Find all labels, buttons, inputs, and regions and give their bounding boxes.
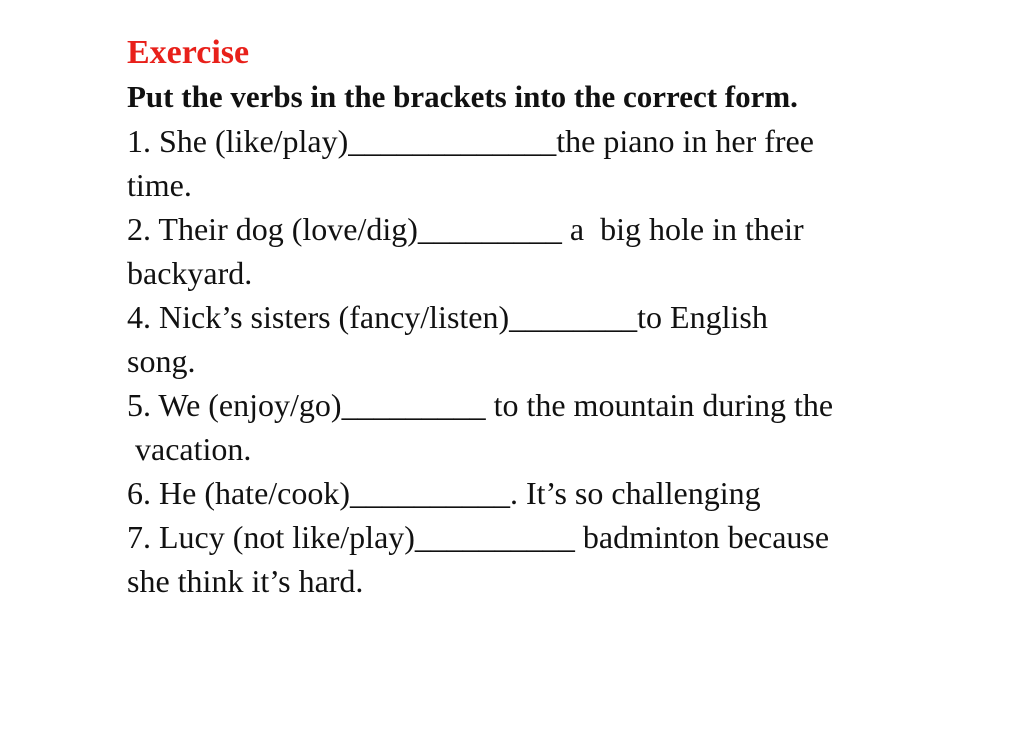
exercise-line-2: time.: [127, 167, 192, 203]
exercise-line-9: 6. He (hate/cook)__________. It’s so challenging: [127, 475, 761, 511]
exercise-line-6: song.: [127, 343, 196, 379]
exercise-line-7: 5. We (enjoy/go)_________ to the mountain during the: [127, 387, 834, 423]
exercise-line-1: 1. She (like/play)_____________the piano in her free: [127, 123, 814, 159]
exercise-line-3: 2. Their dog (love/dig)_________ a big hole in their: [127, 211, 804, 247]
exercise-line-5: 4. Nick’s sisters (fancy/listen)________to English: [127, 299, 768, 335]
exercise-line-4: backyard.: [127, 255, 253, 291]
exercise-sheet: [127, 33, 1007, 603]
exercise-line-10: 7. Lucy (not like/play)__________ badminton because: [127, 519, 830, 555]
exercise-title: Exercise: [127, 34, 250, 71]
exercise-line-8: vacation.: [127, 431, 252, 467]
exercise-instruction: Put the verbs in the brackets into the correct form.: [127, 79, 798, 114]
exercise-line-11: she think it’s hard.: [127, 563, 364, 599]
